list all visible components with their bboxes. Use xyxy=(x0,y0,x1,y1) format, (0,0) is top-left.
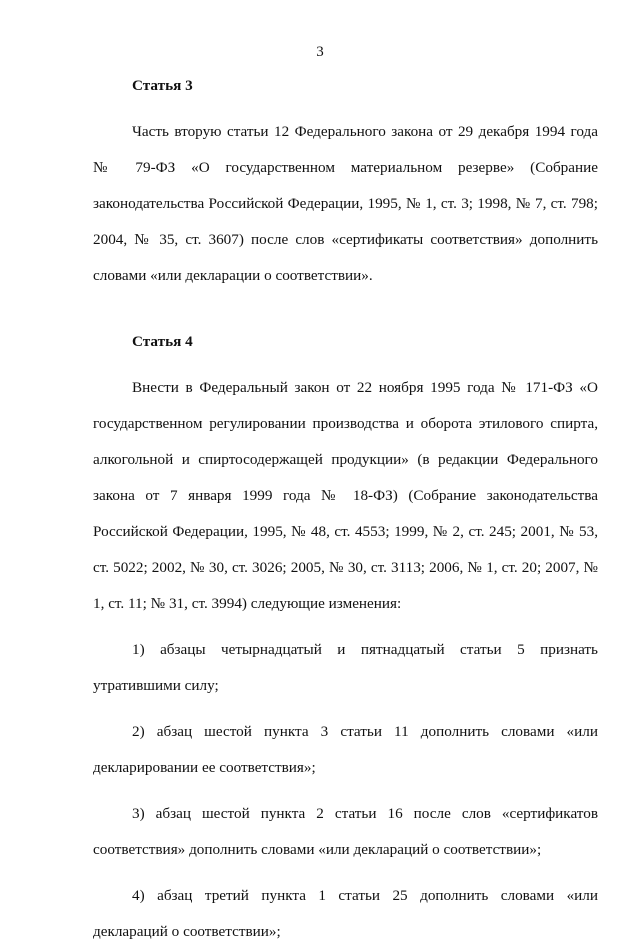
article-4-item-3: 3) абзац шестой пункта 2 статьи 16 после слов «сертификатов соответствия» дополнить словами «или деклараций о соответствии»; xyxy=(93,805,598,858)
article-3 xyxy=(93,68,598,294)
article-4-item-1: 1) абзацы четырнадцатый и пятнадцатый статьи 5 признать утратившими силу; xyxy=(93,641,598,694)
article-3-text: Часть вторую статьи 12 Федерального закона от 29 декабря 1994 года № 79-ФЗ «О государственном материальном резерве» (Собрание законодательства Российской Федерации, 1995, № 1, ст. 3; 1998, № 7, ст. 798; 2004, № 35, ст. 3607) после слов «сертификаты соответствия» дополнить словами «или декларации о соответствии». xyxy=(93,123,598,284)
article-4-item-4: 4) абзац третий пункта 1 статьи 25 дополнить словами «или деклараций о соответствии»; xyxy=(93,887,598,940)
article-3-heading: Статья 3 xyxy=(132,77,193,94)
article-4-heading: Статья 4 xyxy=(132,333,193,350)
article-4-intro: Внести в Федеральный закон от 22 ноября 1995 года № 171-ФЗ «О государственном регулировании производства и оборота этилового спирта, алкогольной и спиртосодержащей продукции» (в редакции Федерального закона от 7 января 1999 года № 18-ФЗ) (Собрание законодательства Российской Федерации, 1995, № 48, ст. 4553; 1999, № 2, ст. 245; 2001, № 53, ст. 5022; 2002, № 30, ст. 3026; 2005, № 30, ст. 3113; 2006, № 1, ст. 20; 2007, № 1, ст. 11; № 31, ст. 3994) следующие изменения: xyxy=(93,379,598,612)
document-body xyxy=(93,68,598,950)
page-number: 3 xyxy=(316,44,324,60)
article-4-item-2: 2) абзац шестой пункта 3 статьи 11 дополнить словами «или декларировании ее соответствия»; xyxy=(93,723,598,776)
article-4 xyxy=(93,324,598,950)
